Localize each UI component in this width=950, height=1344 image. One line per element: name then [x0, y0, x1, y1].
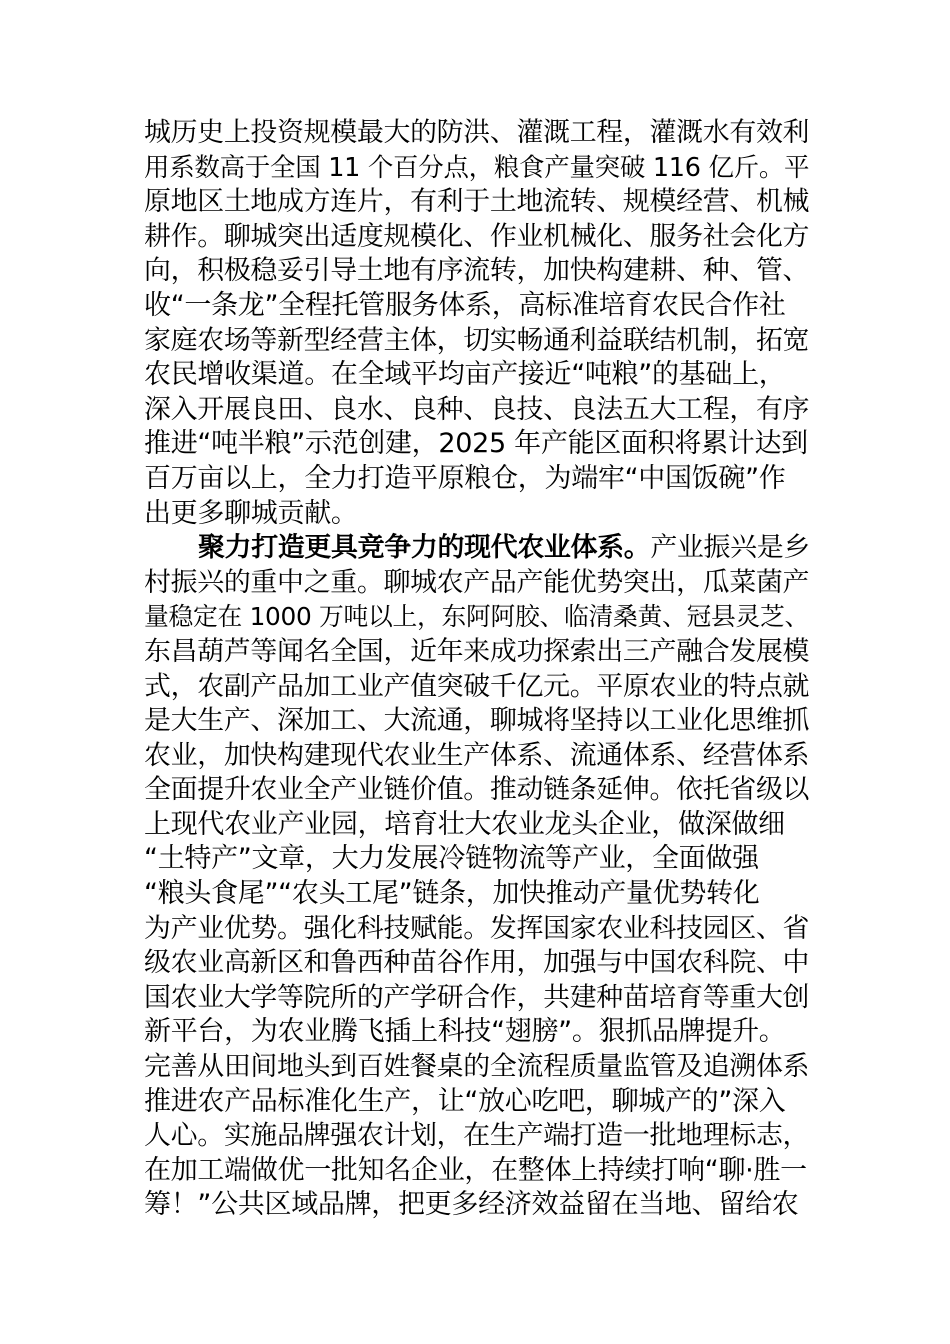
text-line: 耕作。聊城突出适度规模化、作业机械化、服务社会化方 — [144, 220, 810, 252]
text-line: 筹！”公共区域品牌，把更多经济效益留在当地、留给农 — [144, 1189, 799, 1221]
text-line: 在加工端做优一批知名企业，在整体上持续打响“聊·胜一 — [144, 1154, 807, 1186]
text-line: 农民增收渠道。在全域平均亩产接近“吨粮”的基础上， — [144, 359, 786, 391]
text-line: 深入开展良田、良水、良种、良技、良法五大工程，有序 — [144, 393, 810, 425]
text-line: 是大生产、深加工、大流通，聊城将坚持以工业化思维抓 — [144, 705, 810, 737]
text-line: 推进农产品标准化生产，让“放心吃吧，聊城产的”深入 — [144, 1085, 786, 1117]
text-line: 百万亩以上，全力打造平原粮仓，为端牢“中国饭碗”作 — [144, 462, 786, 494]
text-line: 完善从田间地头到百姓餐桌的全流程质量监管及追溯体系 — [144, 1051, 810, 1083]
paragraph-2-heading: 聚力打造更具竞争力的现代农业体系。 — [198, 532, 651, 564]
text-line: 级农业高新区和鲁西种苗谷作用，加强与中国农科院、中 — [144, 947, 810, 979]
document-body — [144, 116, 810, 1223]
text-line: 出更多聊城贡献。 — [144, 497, 358, 529]
text-line: 用系数高于全国 11 个百分点，粮食产量突破 116 亿斤。平 — [144, 152, 810, 183]
text-line: 家庭农场等新型经营主体，切实畅通利益联结机制，拓宽 — [144, 324, 810, 356]
text-line: 向，积极稳妥引导土地有序流转，加快构建耕、种、管、 — [144, 255, 810, 287]
paragraph-1 — [144, 116, 810, 531]
text-line: 量稳定在 1000 万吨以上，东阿阿胶、临清桑黄、冠县灵芝、 — [144, 602, 809, 632]
paragraph-2-first-line — [144, 531, 810, 566]
text-line: 城历史上投资规模最大的防洪、灌溉工程，灌溉水有效利 — [144, 117, 810, 148]
text-line: 上现代农业产业园，培育壮大农业龙头企业，做深做细 — [144, 808, 785, 840]
text-line: 东昌葫芦等闻名全国，近年来成功探索出三产融合发展模 — [144, 635, 810, 667]
text-line: 收“一条龙”全程托管服务体系，高标准培育农民合作社 — [144, 289, 786, 321]
text-line: 国农业大学等院所的产学研合作，共建种苗培育等重大创 — [144, 981, 810, 1013]
text-line: 村振兴的重中之重。聊城农产品产能优势突出，瓜菜菌产 — [144, 566, 810, 598]
text-line: “土特产”文章，大力发展冷链物流等产业，全面做强 — [144, 843, 759, 875]
text-line: 原地区土地成方连片，有利于土地流转、规模经营、机械 — [144, 186, 810, 218]
text-line: 农业，加快构建现代农业生产体系、流通体系、经营体系 — [144, 739, 810, 771]
text-line: 新平台，为农业腾飞插上科技“翅膀”。狠抓品牌提升。 — [144, 1016, 786, 1048]
paragraph-2 — [144, 531, 810, 1223]
text-line: 为产业优势。强化科技赋能。发挥国家农业科技园区、省 — [144, 912, 810, 944]
text-line: 全面提升农业全产业链价值。推动链条延伸。依托省级以 — [144, 774, 810, 806]
text-line: 人心。实施品牌强农计划，在生产端打造一批地理标志， — [144, 1120, 810, 1152]
text-line: 推进“吨半粮”示范创建，2025 年产能区面积将累计达到 — [144, 428, 808, 460]
paragraph-2-first-line-rest: 产业振兴是乡 — [650, 532, 810, 564]
text-line: “粮头食尾”“农头工尾”链条，加快推动产量优势转化 — [144, 878, 760, 910]
text-line: 式，农副产品加工业产值突破千亿元。平原农业的特点就 — [144, 670, 810, 702]
